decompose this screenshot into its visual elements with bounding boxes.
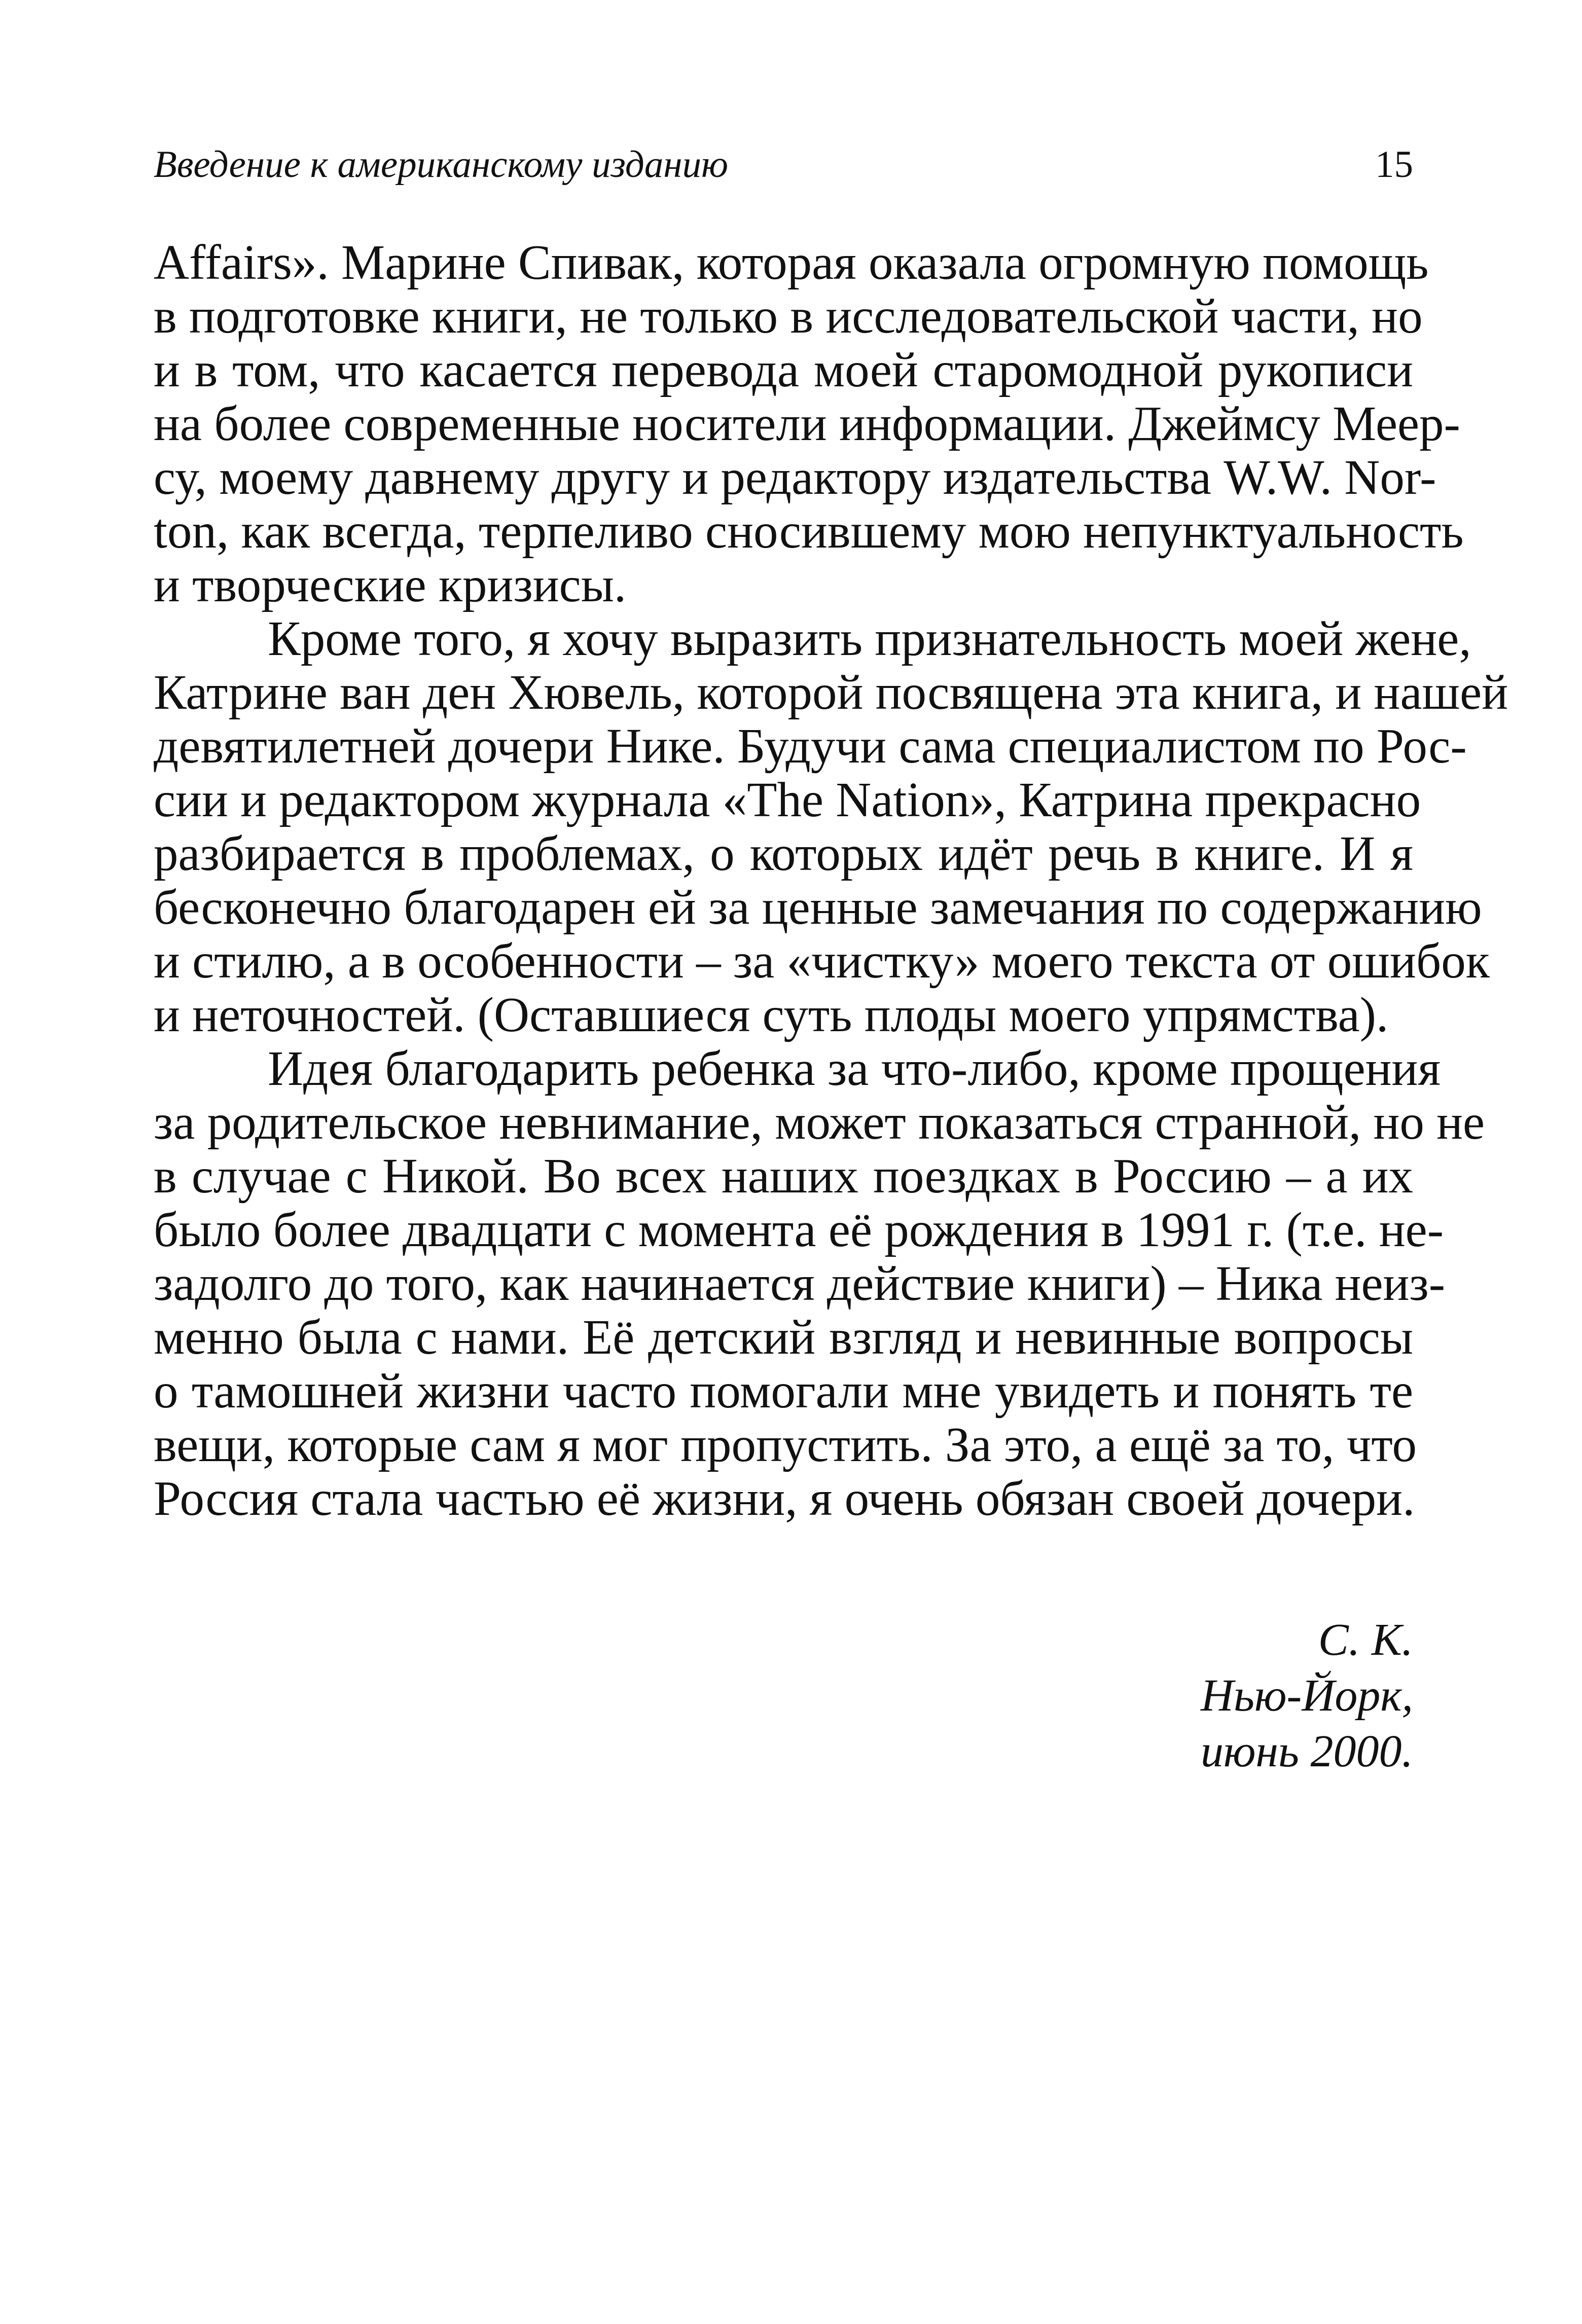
text-line: о тамошней жизни часто помогали мне увидеть и понять те bbox=[154, 1364, 1413, 1418]
text-line: вещи, которые сам я мог пропустить. За это, а ещё за то, что bbox=[154, 1418, 1417, 1472]
text-line: на более современные носители информации. Джеймсу Меер- bbox=[154, 396, 1460, 451]
text-line: в подготовке книги, не только в исследовательской части, но bbox=[154, 289, 1423, 343]
text-line: девятилетней дочери Нике. Будучи сама специалистом по Рос- bbox=[154, 719, 1467, 773]
text-line: и в том, что касается перевода моей старомодной рукописи bbox=[154, 343, 1413, 397]
text-line: и творческие кризисы. bbox=[154, 558, 627, 612]
running-title: Введение к американскому изданию bbox=[154, 143, 728, 186]
text-line: и стилю, а в особенности – за «чистку» моего текста от ошибок bbox=[154, 934, 1490, 988]
text-line: бесконечно благодарен ей за ценные замечания по содержанию bbox=[154, 880, 1482, 934]
signature-place: Нью-Йорк, bbox=[1201, 1671, 1413, 1721]
paragraph-first-line: Кроме того, я хочу выразить признательность моей жене, bbox=[268, 611, 1471, 666]
text-line: разбирается в проблемах, о которых идёт речь в книге. И я bbox=[154, 826, 1413, 881]
text-line: в случае с Никой. Во всех наших поездках в Россию – а их bbox=[154, 1149, 1413, 1203]
text-line: Катрине ван ден Хювель, которой посвящена эта книга, и нашей bbox=[154, 665, 1508, 719]
author-initials: С. К. bbox=[1318, 1615, 1413, 1665]
text-line: и неточностей. (Оставшиеся суть плоды моего упрямства). bbox=[154, 988, 1389, 1042]
text-line: ton, как всегда, терпеливо сносившему мою непунктуальность bbox=[154, 504, 1464, 558]
text-line: Affairs». Марине Спивак, которая оказала огромную помощь bbox=[154, 235, 1429, 289]
text-line: Россия стала частью её жизни, я очень обязан своей дочери. bbox=[154, 1471, 1415, 1526]
text-line: задолго до того, как начинается действие книги) – Ника неиз- bbox=[154, 1256, 1446, 1311]
signature-date: июнь 2000. bbox=[1200, 1726, 1413, 1776]
signature-block bbox=[154, 1612, 1413, 1780]
text-line: было более двадцати с момента её рождения в 1991 г. (т.е. не- bbox=[154, 1203, 1444, 1257]
body-text bbox=[154, 235, 1508, 1526]
text-line: за родительское невнимание, может показаться странной, но не bbox=[154, 1095, 1485, 1149]
running-header bbox=[154, 137, 1413, 193]
text-line: сии и редактором журнала «The Nation», Катрина прекрасно bbox=[154, 773, 1421, 827]
text-line: менно была с нами. Её детский взгляд и невинные вопросы bbox=[154, 1310, 1413, 1364]
paragraph-first-line: Идея благодарить ребенка за что-либо, кроме прощения bbox=[268, 1041, 1441, 1096]
page-number: 15 bbox=[1375, 143, 1413, 186]
text-line: су, моему давнему другу и редактору издательства W.W. Nor- bbox=[154, 450, 1436, 504]
